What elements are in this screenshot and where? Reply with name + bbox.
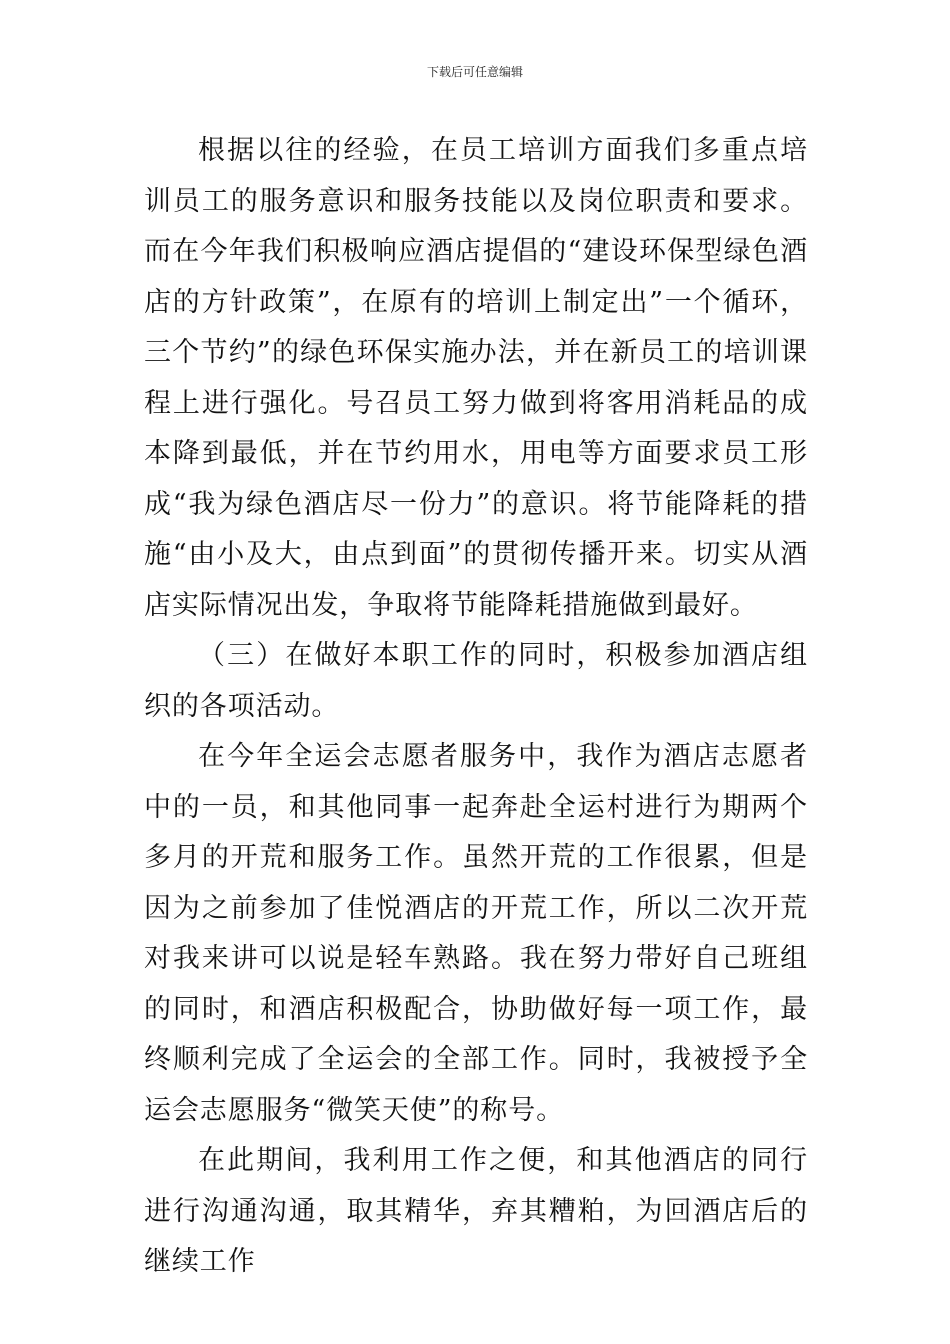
paragraph-section-heading: （三）在做好本职工作的同时，积极参加酒店组织的各项活动。 <box>144 640 808 722</box>
document-body <box>144 126 808 1288</box>
page-header: 下载后可任意编辑 <box>426 65 523 79</box>
paragraph-volunteer: 在今年全运会志愿者服务中，我作为酒店志愿者中的一员，和其他同事一起奔赴全运村进行为期两个多月的开荒和服务工作。虽然开荒的工作很累，但是因为之前参加了佳悦酒店的开荒工作，所以二次开荒对我来讲可以说是轻车熟路。我在努力带好自己班组的同时，和酒店积极配合，协助做好每一项工作，最终顺利完成了全运会的全部工作。同时，我被授予全运会志愿服务“微笑天使”的称号。 <box>144 741 808 1126</box>
paragraph-training: 根据以往的经验，在员工培训方面我们多重点培训员工的服务意识和服务技能以及岗位职责和要求。而在今年我们积极响应酒店提倡的“建设环保型绿色酒店的方针政策”，在原有的培训上制定出”一个循环，三个节约”的绿色环保实施办法，并在新员工的培训课程上进行强化。号召员工努力做到将客用消耗品的成本降到最低，并在节约用水，用电等方面要求员工形成“我为绿色酒店尽一份力”的意识。将节能降耗的措施“由小及大，由点到面”的贯彻传播开来。切实从酒店实际情况出发，争取将节能降耗措施做到最好。 <box>144 135 808 621</box>
paragraph-communication: 在此期间，我利用工作之便，和其他酒店的同行进行沟通沟通，取其精华，弃其糟粕，为回酒店后的继续工作 <box>144 1145 808 1277</box>
